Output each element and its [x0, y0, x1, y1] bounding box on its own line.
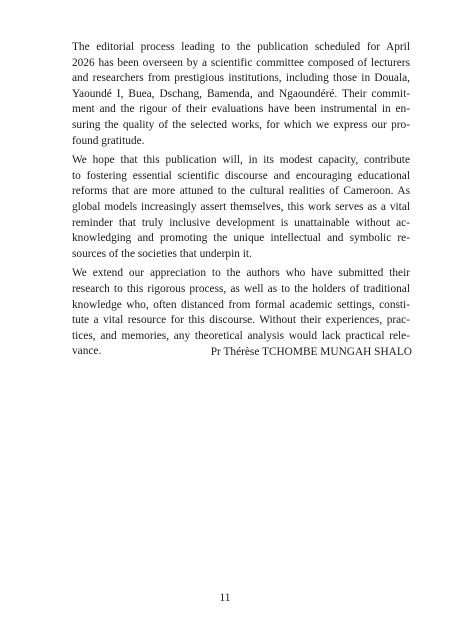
text-line: and researchers from prestigious institutions, including those in Douala,	[72, 72, 410, 85]
text-line: 2026 has been overseen by a scientific committee composed of lecturers	[72, 56, 410, 69]
text-line: suring the quality of the selected works, for which we express our pro-	[72, 118, 410, 131]
text-line: Yaoundé I, Buea, Dschang, Bamenda, and Ngaoundéré. Their commit-	[72, 87, 410, 100]
page-number: 11	[219, 592, 231, 604]
text-line: tices, and memories, any theoretical analysis would lack practical rele-	[72, 329, 410, 342]
text-line: knowledging and promoting the unique intellectual and symbolic re-	[72, 232, 410, 245]
text-line: knowledge who, often distanced from formal academic settings, consti-	[72, 298, 410, 311]
text-line: global models increasingly assert themselves, this work serves as a vital	[72, 200, 410, 213]
author-signature: Pr Thérèse TCHOMBE MUNGAH SHALO	[210, 346, 412, 358]
text-line: tute a vital resource for this discourse. Without their experiences, prac-	[72, 314, 410, 327]
text-line: ment and the rigour of their evaluations have been instrumental in en-	[72, 103, 410, 116]
text-line: The editorial process leading to the publication scheduled for April	[72, 41, 410, 53]
text-line: sources of the societies that underpin it.	[72, 247, 252, 260]
paragraph-1	[58, 40, 410, 149]
text-line: research to this rigorous process, as well as to the holders of traditional	[72, 282, 410, 295]
text-line: We hope that this publication will, in its modest capacity, contribute	[72, 154, 410, 167]
text-line: found gratitude.	[72, 134, 145, 147]
paragraph-2	[58, 153, 410, 262]
text-line: reminder that truly inclusive development is unattainable without ac-	[72, 216, 410, 229]
text-line: vance.	[72, 345, 102, 358]
text-line: to fostering essential scientific discourse and encouraging educational	[72, 169, 410, 182]
text-line: reforms that are more attuned to the cultural realities of Cameroon. As	[72, 185, 410, 198]
body-text	[58, 40, 410, 364]
text-line: We extend our appreciation to the authors who have submitted their	[72, 267, 410, 280]
